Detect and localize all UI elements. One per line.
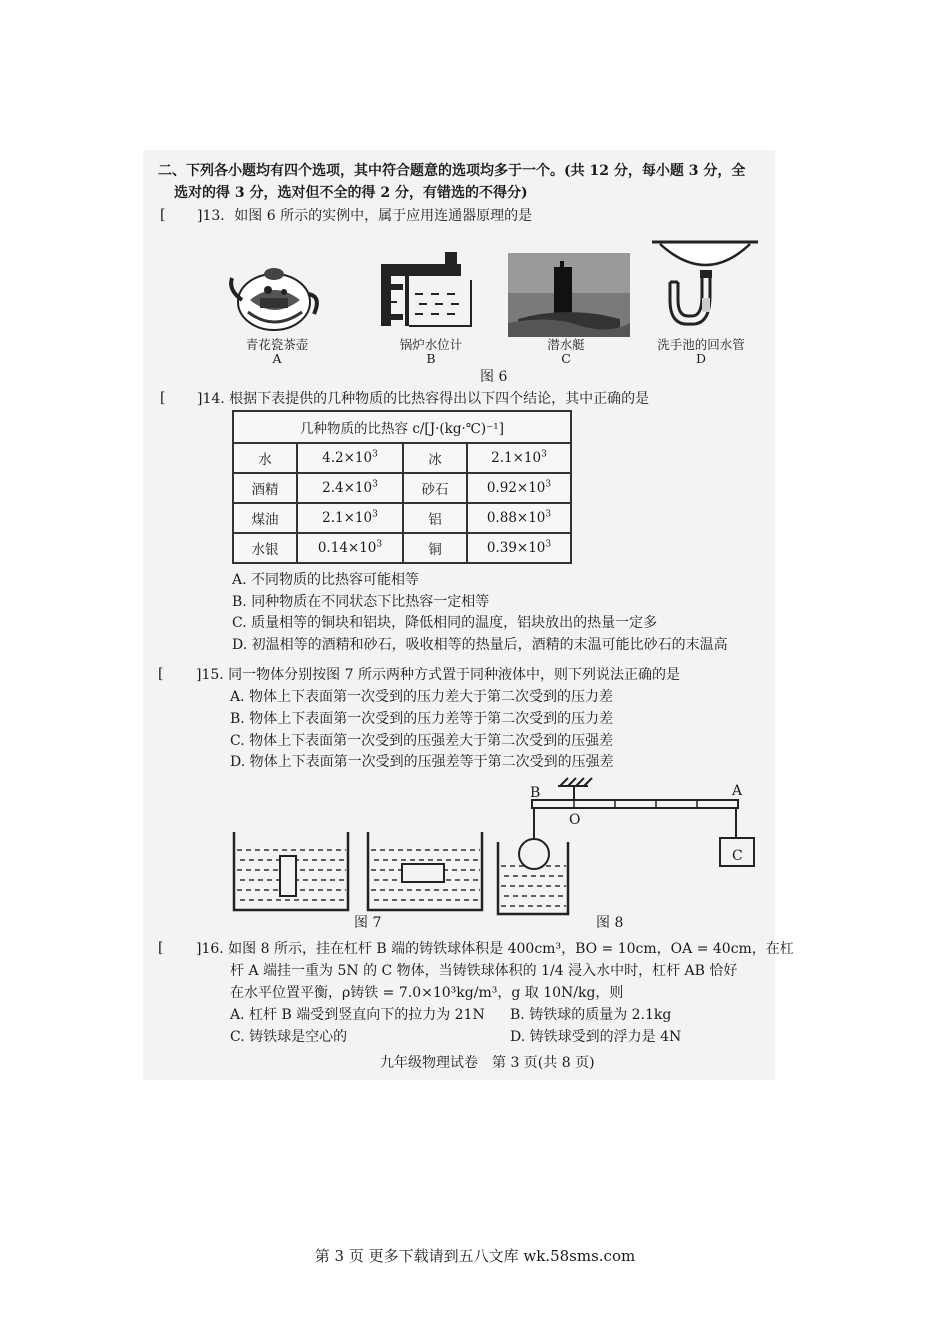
specific-heat-table bbox=[232, 410, 572, 564]
fig6-letter-c: C bbox=[561, 351, 571, 366]
value-cell: $0.88\times 10^3$ bbox=[467, 503, 571, 533]
figure-7-label: 图 7 bbox=[354, 915, 382, 931]
q16-option-b: B. 铸铁球的质量为 2.1kg bbox=[510, 1007, 672, 1023]
question-14-text: ]14. 根据下表提供的几种物质的比热容得出以下四个结论，其中正确的是 bbox=[197, 391, 650, 407]
value-cell: $2.1\times 10^3$ bbox=[297, 503, 403, 533]
value-cell: $0.14\times 10^3$ bbox=[297, 533, 403, 563]
value-cell: $2.4\times 10^3$ bbox=[297, 473, 403, 503]
table-row bbox=[233, 473, 571, 503]
point-b-label: B bbox=[530, 785, 541, 801]
weight-c-label: C bbox=[732, 848, 743, 864]
answer-bracket-14: [ bbox=[160, 390, 166, 406]
fig6-caption-a: 青花瓷茶壶 bbox=[245, 337, 309, 352]
section-header-line1: 二、下列各小题均有四个选项，其中符合题意的选项均多于一个。(共 12 分，每小题 3 分，全 bbox=[158, 163, 746, 179]
q14-option-b: B. 同种物质在不同状态下比热容一定相等 bbox=[232, 594, 490, 610]
fig6-letter-d: D bbox=[695, 351, 707, 366]
answer-bracket-15: [ bbox=[158, 666, 164, 682]
value-cell: $2.1\times 10^3$ bbox=[467, 443, 571, 473]
substance-cell: 砂石 bbox=[403, 473, 467, 503]
substance-cell: 铜 bbox=[403, 533, 467, 563]
q16-option-a: A. 杠杆 B 端受到竖直向下的拉力为 21N bbox=[230, 1007, 485, 1023]
q15-option-c: C. 物体上下表面第一次受到的压强差大于第二次受到的压强差 bbox=[230, 733, 614, 749]
submarine-photo bbox=[508, 253, 630, 337]
exam-page-info: 九年级物理试卷 第 3 页(共 8 页) bbox=[380, 1055, 595, 1071]
section-header-line2: 选对的得 3 分，选对但不全的得 2 分，有错选的不得分) bbox=[174, 185, 528, 201]
q16-option-d: D. 铸铁球受到的浮力是 4N bbox=[510, 1029, 682, 1045]
table-row bbox=[233, 503, 571, 533]
figure-7-diagram bbox=[228, 826, 498, 914]
figure-6-label: 图 6 bbox=[480, 369, 508, 385]
value-cell: $0.39\times 10^3$ bbox=[467, 533, 571, 563]
lever-bar bbox=[532, 800, 738, 808]
substance-cell: 酒精 bbox=[233, 473, 297, 503]
q15-option-b: B. 物体上下表面第一次受到的压力差等于第二次受到的压力差 bbox=[230, 711, 614, 727]
table-title: 几种物质的比热容 c/[J·(kg·℃)⁻¹] bbox=[233, 411, 571, 443]
question-16-line3: 在水平位置平衡，ρ铸铁 = 7.0×10³kg/m³，g 取 10N/kg，则 bbox=[230, 985, 624, 1001]
question-15-text: ]15. 同一物体分别按图 7 所示两种方式置于同种液体中，则下列说法正确的是 bbox=[196, 667, 680, 683]
download-footer: 第 3 页 更多下载请到五八文库 wk.58sms.com bbox=[314, 1247, 636, 1265]
value-cell: $0.92\times 10^3$ bbox=[467, 473, 571, 503]
q16-option-c: C. 铸铁球是空心的 bbox=[230, 1029, 348, 1045]
container-horizontal bbox=[368, 832, 482, 910]
answer-bracket-13: [ bbox=[160, 207, 166, 223]
table-row bbox=[233, 443, 571, 473]
q15-option-a: A. 物体上下表面第一次受到的压力差大于第二次受到的压力差 bbox=[230, 689, 614, 705]
question-16-line1: ]16. 如图 8 所示，挂在杠杆 B 端的铸铁球体积是 400cm³，BO = 10cm，OA = 40cm，在杠 bbox=[196, 941, 794, 957]
sink-drain-image bbox=[650, 236, 760, 336]
fig6-caption-b: 锅炉水位计 bbox=[399, 337, 463, 352]
substance-cell: 水银 bbox=[233, 533, 297, 563]
q14-option-d: D. 初温相等的酒精和砂石，吸收相等的热量后，酒精的末温可能比砂石的末温高 bbox=[232, 637, 728, 653]
substance-cell: 冰 bbox=[403, 443, 467, 473]
substance-cell: 煤油 bbox=[233, 503, 297, 533]
value-cell: $4.2\times 10^3$ bbox=[297, 443, 403, 473]
point-a-label: A bbox=[732, 783, 743, 799]
substance-cell: 铝 bbox=[403, 503, 467, 533]
substance-cell: 水 bbox=[233, 443, 297, 473]
q15-option-d: D. 物体上下表面第一次受到的压强差等于第二次受到的压强差 bbox=[230, 754, 614, 770]
question-16-line2: 杆 A 端挂一重为 5N 的 C 物体，当铸铁球体积的 1/4 浸入水中时，杠杆 AB 恰好 bbox=[230, 963, 738, 979]
fig6-caption-c: 潜水艇 bbox=[547, 337, 585, 352]
teapot-image bbox=[222, 250, 322, 335]
table-row bbox=[233, 533, 571, 563]
fig6-letter-a: A bbox=[272, 351, 282, 366]
fig6-letter-b: B bbox=[426, 351, 436, 366]
q14-option-c: C. 质量相等的铜块和铝块，降低相同的温度，铝块放出的热量一定多 bbox=[232, 615, 658, 631]
cast-iron-ball bbox=[519, 839, 549, 869]
container-vertical bbox=[234, 832, 348, 910]
fig6-caption-d: 洗手池的回水管 bbox=[657, 337, 745, 352]
q14-option-a: A. 不同物质的比热容可能相等 bbox=[232, 572, 420, 588]
question-13-text: ]13．如图 6 所示的实例中，属于应用连通器原理的是 bbox=[197, 208, 533, 224]
figure-8-label: 图 8 bbox=[596, 915, 624, 931]
point-o-label: O bbox=[569, 812, 581, 828]
boiler-gauge-image bbox=[375, 250, 475, 335]
answer-bracket-16: [ bbox=[158, 940, 164, 956]
